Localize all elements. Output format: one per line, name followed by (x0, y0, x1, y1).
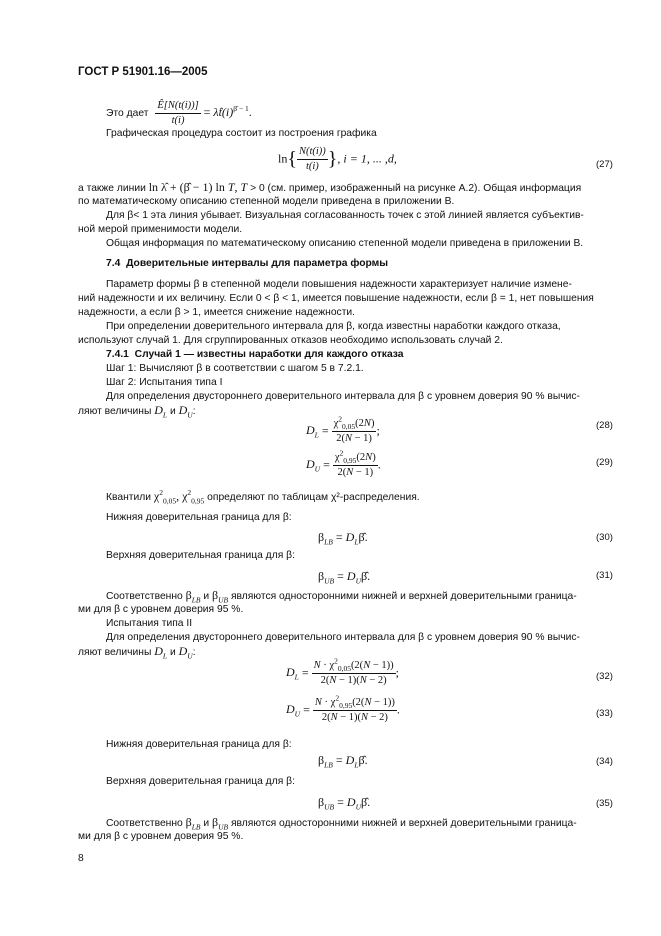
page-number: 8 (78, 853, 84, 864)
equation-34-number: (34) (596, 756, 613, 767)
paragraph-line: а также линии ln λ̂ + (β̂ − 1) ln T, T > 0 (см. пример, изображенный на рисунке А.2). Общая информация (78, 180, 582, 194)
upper-bound-label: Верхняя доверительная граница для β: (106, 550, 295, 561)
equation-30: $\beta_{LB}$ = $D_L\betâ$. (318, 530, 368, 547)
upper-bound-label: Верхняя доверительная граница для β: (106, 776, 295, 787)
equation-30-number: (30) (596, 532, 613, 543)
paragraph-line: ляют величины $D_L$ и $D_U$: (78, 403, 196, 420)
equation-29: $D_U$ = $\frac{\chi^2_{0,95}(2N)}{2(N - 1)}$ . (306, 448, 381, 478)
equation-35: $\beta_{UB}$ = $D_U\betâ$. (318, 795, 371, 812)
section-heading-7-4: 7.4 Доверительные интервалы для параметра формы (106, 258, 389, 269)
quantiles-paragraph: Квантили $\chi^2_{0,05}$, $\chi^2_{0,95}$ определяют по таблицам χ²-распределения. (106, 488, 420, 506)
paragraph-line: Для β< 1 эта линия убывает. Визуальная согласованность точек с этой линией является субъектив- (106, 210, 584, 221)
paragraph-line: Параметр формы β в степенной модели повышения надежности характеризует наличие измене- (106, 279, 572, 290)
equation-28-number: (28) (596, 420, 613, 431)
equation-29-number: (29) (596, 457, 613, 468)
lower-bound-label: Нижняя доверительная граница для β: (106, 739, 292, 750)
paragraph-line: по математическому описанию степенной модели приведена в приложении В. (78, 196, 455, 207)
lower-bound-label: Нижняя доверительная граница для β: (106, 512, 292, 523)
equation-32: $D_L$ = $\frac{N \cdot \chi^2_{0,05}(2(N - 1))}{2(N - 1)(N - 2)}$ ; (286, 656, 399, 686)
paragraph-line: Для определения двустороннего доверительного интервала для β с уровнем доверия 90 % вычис- (106, 632, 580, 643)
equation-35-number: (35) (596, 798, 613, 809)
equation-28: $D_L$ = $\frac{\chi^2_{0,05}(2N)}{2(N - 1)}$ ; (306, 414, 380, 444)
paragraph-line: Соответственно $\beta_{LB}$ и $\beta_{UB}$ являются односторонними нижней и верхней доверительными граница- (106, 588, 577, 605)
equation-31: $\beta_{UB}$ = $D_U\betâ$. (318, 569, 371, 586)
paragraph-line: При определении доверительного интервала для β, когда известны наработки каждого отказа, (106, 321, 561, 332)
equation-27-index: , i = 1, ... ,d, (337, 151, 397, 166)
formula-intro (106, 100, 252, 127)
document-header: ГОСТ Р 51901.16—2005 (78, 66, 208, 78)
formula-rhs: = $\lambdât(i)^{\betâ - 1}$. (203, 104, 252, 120)
section-heading-7-4-1: 7.4.1 Случай 1 — известны наработки для каждого отказа (106, 349, 404, 360)
paragraph-line: Соответственно $\beta_{LB}$ и $\beta_{UB}$ являются односторонними нижней и верхней доверительными граница- (106, 815, 577, 832)
equation-27: ln{ $\frac{N(t(i))}{t(i)}$ }, i = 1, ... ,d, (278, 146, 397, 172)
equation-33-number: (33) (596, 708, 613, 719)
paragraph-line: Общая информация по математическому описанию степенной модели приведена в приложении В. (106, 238, 584, 249)
expected-value-fraction: $\frac{Ê[N(t(i))]}{t(i)}$ (157, 100, 199, 126)
step-2: Шаг 2: Испытания типа I (106, 377, 223, 388)
paragraph-line: ми для β с уровнем доверия 95 %. (78, 831, 244, 842)
step-1: Шаг 1: Вычисляют β в соответствии с шагом 5 в 7.2.1. (106, 363, 364, 374)
equation-31-number: (31) (596, 570, 613, 581)
paragraph-line: Для определения двустороннего доверительного интервала для β с уровнем доверия 90 % вычис- (106, 391, 580, 402)
equation-32-number: (32) (596, 671, 613, 682)
equation-34: $\beta_{LB}$ = $D_L\betâ$. (318, 753, 368, 770)
paragraph-line: ний надежности и их величину. Если 0 < β < 1, имеется повышение надежности, если β = 1, нет повышения (78, 293, 594, 304)
type-2-heading: Испытания типа II (106, 618, 193, 629)
paragraph-line: надежности, а если β > 1, имеется снижение надежности. (78, 307, 356, 318)
equation-33: $D_U$ = $\frac{N \cdot \chi^2_{0,95}(2(N - 1))}{2(N - 1)(N - 2)}$ . (286, 693, 400, 723)
paragraph-graphic-procedure: Графическая процедура состоит из построения графика (106, 128, 377, 139)
paragraph-line: ляют величины $D_L$ и $D_U$: (78, 644, 196, 661)
equation-27-number: (27) (596, 159, 613, 170)
paragraph-line: используют случай 1. Для сгруппированных отказов необходимо использовать случай 2. (78, 335, 503, 346)
paragraph-line: ми для β с уровнем доверия 95 %. (78, 604, 244, 615)
intro-text: Это дает (106, 108, 149, 120)
paragraph-line: ной мерой применимости модели. (78, 224, 243, 235)
